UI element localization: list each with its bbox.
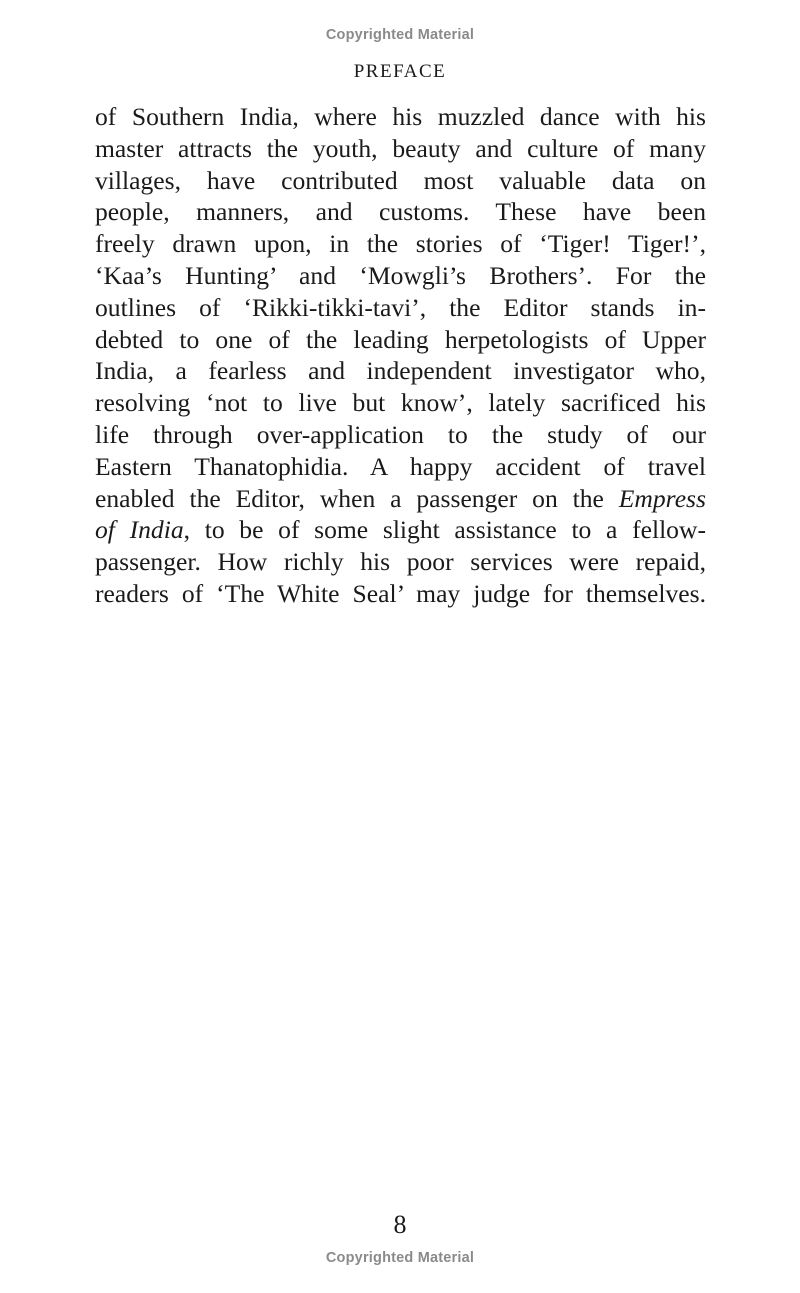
text-line: people, manners, and customs. These have been (95, 197, 706, 227)
text-line: master attracts the youth, beauty and culture of many (95, 133, 706, 163)
text-line: passenger. How richly his poor services were repaid, (95, 547, 706, 577)
text-line: life through over-application to the study of our (95, 419, 706, 449)
text-line: of Southern India, where his muzzled dance with his (95, 102, 706, 131)
text-line-with-italic (95, 514, 706, 546)
text-line: debted to one of the leading herpetologists of Upper (95, 324, 706, 354)
preface-paragraph (95, 101, 706, 610)
text-line: readers of ‘The White Seal’ may judge for themselves. (95, 578, 706, 608)
text-line-with-italic (95, 483, 706, 515)
text-segment: , to be of some slight assistance to a fellow- (183, 515, 706, 545)
text-line: India, a fearless and independent investigator who, (95, 356, 706, 386)
running-head: PREFACE (353, 61, 447, 82)
text-line: resolving ‘not to live but know’, lately sacrificed his (95, 388, 706, 418)
text-line: freely drawn upon, in the stories of ‘Tiger! Tiger!’, (95, 229, 706, 259)
text-line: Eastern Thanatophidia. A happy accident of travel (95, 451, 706, 481)
text-line: villages, have contributed most valuable data on (95, 165, 706, 195)
text-segment: enabled the Editor, when a passenger on the (95, 483, 604, 513)
ship-name-italic: Empress (618, 483, 706, 513)
copyright-watermark-top: Copyrighted Material (325, 27, 475, 43)
text-line: ‘Kaa’s Hunting’ and ‘Mowgli’s Brothers’. For the (95, 260, 706, 290)
page-number: 8 (393, 1210, 407, 1239)
text-line: outlines of ‘Rikki-tikki-tavi’, the Editor stands in- (95, 292, 706, 322)
copyright-watermark-bottom: Copyrighted Material (325, 1250, 475, 1266)
ship-name-italic: of India (95, 515, 184, 545)
